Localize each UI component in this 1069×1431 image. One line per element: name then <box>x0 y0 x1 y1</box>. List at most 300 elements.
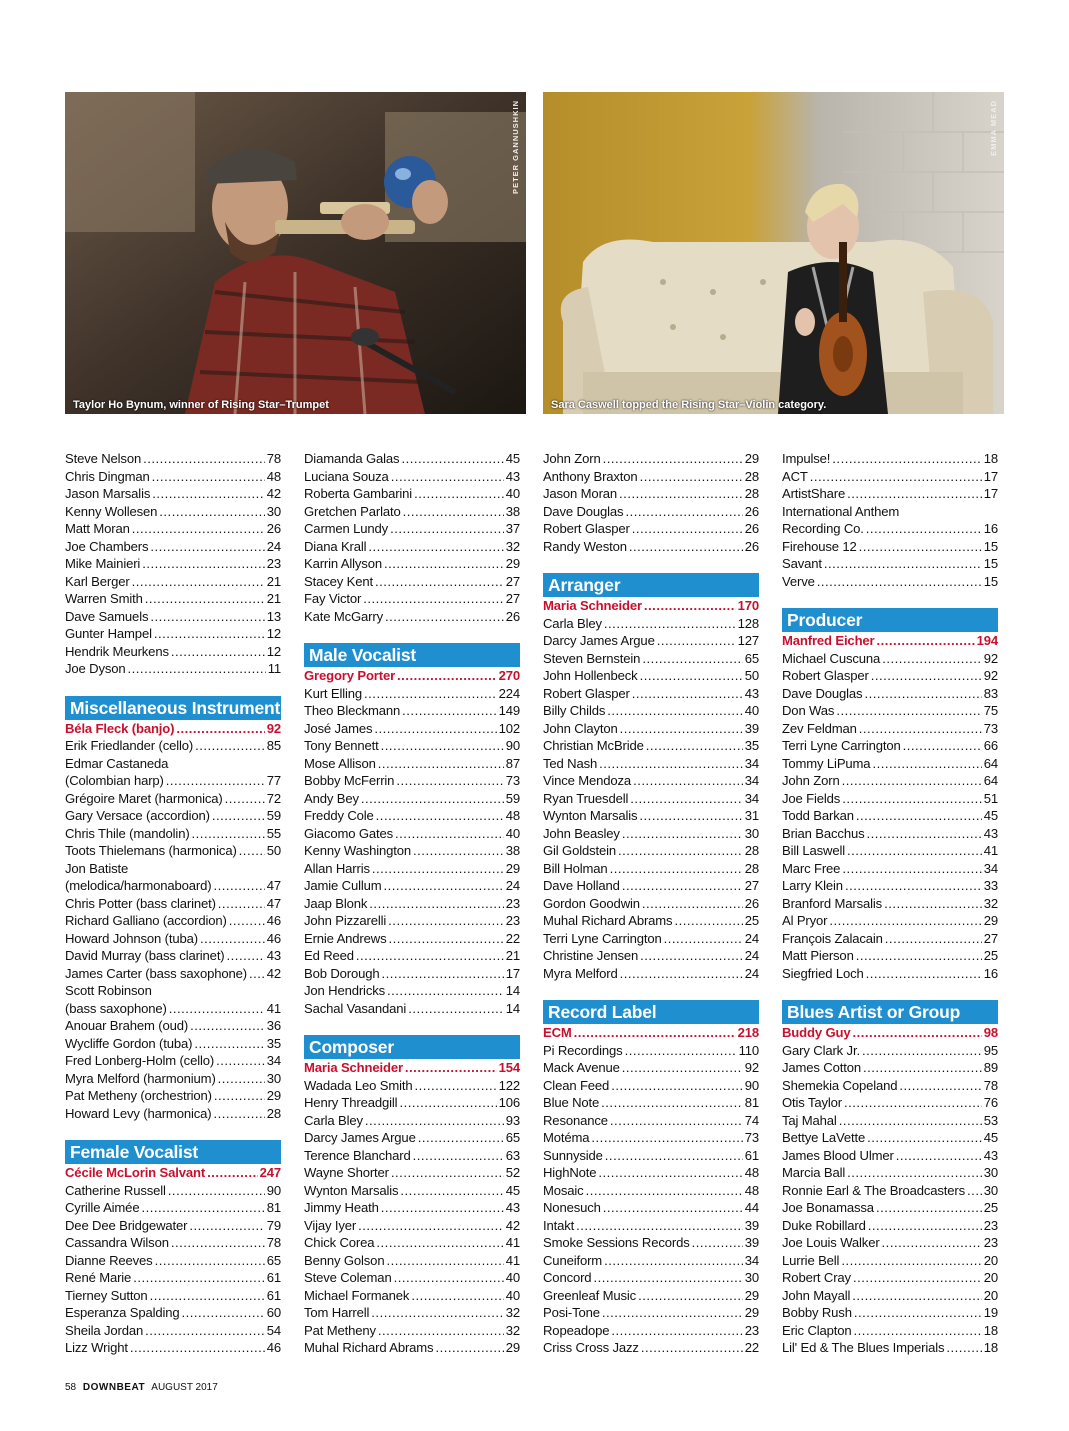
entry-votes: 23 <box>983 1235 998 1250</box>
entry-name: Michael Formanek <box>304 1287 410 1303</box>
entry-name: Otis Taylor <box>782 1095 842 1110</box>
entry-name: Siegfried Loch <box>782 965 864 981</box>
poll-entry <box>782 842 998 860</box>
entry-name: Pat Metheny (orchestrion) <box>65 1088 212 1103</box>
dot-leader <box>192 825 265 843</box>
entry-name: Carla Bley <box>543 615 602 631</box>
poll-entry <box>543 1269 759 1287</box>
section-gap <box>65 1122 281 1140</box>
entry-name: James Cotton <box>782 1060 861 1075</box>
dot-leader <box>388 930 503 948</box>
poll-entry <box>304 590 520 608</box>
poll-entry <box>65 912 281 930</box>
entry-name: Chris Thile (mandolin) <box>65 825 190 841</box>
poll-entry <box>304 485 520 503</box>
entry-votes: 54 <box>266 1322 281 1338</box>
entry-name: Stacey Kent <box>304 573 373 589</box>
entry-name: Robert Cray <box>782 1270 851 1285</box>
entry-votes: 34 <box>983 860 998 876</box>
entry-votes: 90 <box>266 1182 281 1198</box>
dot-leader <box>365 1112 504 1130</box>
dot-leader <box>876 1199 982 1217</box>
photo-caption-left: Taylor Ho Bynum, winner of Rising Star–Trumpet <box>73 399 329 411</box>
poll-entry <box>782 468 998 486</box>
entry-votes: 45 <box>983 808 998 823</box>
entry-votes: 72 <box>266 790 281 806</box>
entry-name: Marc Free <box>782 860 841 876</box>
poll-entry <box>543 825 759 843</box>
entry-name: Dave Samuels <box>65 608 149 624</box>
dot-leader <box>132 520 265 538</box>
entry-votes: 22 <box>505 930 520 946</box>
dot-leader <box>586 1182 743 1200</box>
poll-entry <box>65 1252 281 1270</box>
dot-leader <box>390 520 504 538</box>
poll-entry <box>304 947 520 965</box>
entry-name: Posi-Tone <box>543 1305 600 1320</box>
entry-name: Edmar Castaneda <box>65 755 169 771</box>
entry-votes: 20 <box>983 1270 998 1285</box>
poll-entry <box>782 503 998 521</box>
entry-votes: 45 <box>505 1182 520 1198</box>
dot-leader <box>166 772 265 790</box>
entry-votes: 73 <box>505 773 520 788</box>
poll-entry <box>65 1017 281 1035</box>
dot-leader <box>872 755 981 773</box>
entry-name: HighNote <box>543 1165 597 1180</box>
entry-votes: 31 <box>744 808 759 823</box>
entry-name: ArtistShare <box>782 486 846 501</box>
poll-entry <box>782 685 998 703</box>
dot-leader <box>369 895 503 913</box>
entry-votes: 41 <box>983 843 998 858</box>
dot-leader <box>605 1147 743 1165</box>
poll-entry <box>543 468 759 486</box>
entry-votes: 127 <box>737 633 759 648</box>
entry-name: Verve <box>782 573 815 589</box>
entry-name: Cassandra Wilson <box>65 1235 169 1250</box>
dot-leader <box>832 450 981 468</box>
dot-leader <box>152 468 265 486</box>
entry-name: Blue Note <box>543 1095 600 1110</box>
dot-leader <box>847 485 982 503</box>
entry-votes: 43 <box>983 1147 998 1163</box>
dot-leader <box>599 755 743 773</box>
entry-name: Darcy James Argue <box>543 633 655 648</box>
poll-entry <box>304 1094 520 1112</box>
poll-entry <box>65 590 281 608</box>
entry-name: Kurt Elling <box>304 685 363 701</box>
poll-entry <box>304 1112 520 1130</box>
entry-name: José James <box>304 720 373 736</box>
category-section <box>65 696 281 1123</box>
entry-votes: 95 <box>983 1042 998 1058</box>
dot-leader <box>400 1182 503 1200</box>
poll-entry <box>304 608 520 626</box>
entry-votes: 40 <box>505 1270 520 1285</box>
poll-entry <box>304 520 520 538</box>
entry-name: Chris Dingman <box>65 468 150 484</box>
dot-leader <box>618 842 743 860</box>
poll-entry <box>782 667 998 685</box>
dot-leader <box>363 590 504 608</box>
dot-leader <box>214 1087 265 1105</box>
entry-votes: 29 <box>505 860 520 876</box>
dot-leader <box>853 1024 982 1042</box>
entry-name: François Zalacain <box>782 930 883 946</box>
entry-name: Zev Feldman <box>782 720 857 736</box>
entry-votes: 23 <box>744 1322 759 1338</box>
poll-entry <box>304 1217 520 1235</box>
poll-entry <box>543 1322 759 1340</box>
entry-votes: 29 <box>505 1340 520 1355</box>
entry-name: Joe Chambers <box>65 538 149 554</box>
poll-entry <box>304 1147 520 1165</box>
dot-leader <box>852 1287 982 1305</box>
entry-name: Allan Harris <box>304 860 370 876</box>
entry-votes: 17 <box>505 965 520 981</box>
photo-caption-right: Sara Caswell topped the Rising Star–Violin category. <box>551 399 827 411</box>
entry-votes: 38 <box>505 503 520 519</box>
entry-name: Dianne Reeves <box>65 1252 153 1268</box>
entry-name: Taj Mahal <box>782 1112 837 1128</box>
entry-name: Wynton Marsalis <box>304 1182 399 1198</box>
dot-leader <box>619 485 743 503</box>
entry-votes: 149 <box>498 703 520 718</box>
entry-name: Gunter Hampel <box>65 626 152 641</box>
entry-votes: 23 <box>505 913 520 928</box>
poll-entry <box>304 1199 520 1217</box>
dot-leader <box>611 1077 743 1095</box>
poll-entry <box>304 685 520 703</box>
poll-entry <box>543 485 759 503</box>
entry-votes: 34 <box>744 790 759 806</box>
poll-entry <box>543 860 759 878</box>
entry-votes: 48 <box>744 1182 759 1198</box>
entry-name: Wayne Shorter <box>304 1165 389 1180</box>
entry-votes: 42 <box>266 486 281 501</box>
poll-entry <box>65 503 281 521</box>
entry-name: Smoke Sessions Records <box>543 1235 690 1250</box>
poll-entry <box>782 755 998 773</box>
entry-name: Vince Mendoza <box>543 773 632 788</box>
entry-votes: 110 <box>738 1042 759 1058</box>
entry-votes: 45 <box>983 1130 998 1145</box>
poll-entry <box>304 737 520 755</box>
poll-entry <box>543 1199 759 1217</box>
poll-entry <box>782 702 998 720</box>
entry-votes: 32 <box>505 1322 520 1338</box>
poll-entry <box>65 1322 281 1340</box>
entry-votes: 73 <box>983 720 998 736</box>
category-heading: Producer <box>782 608 998 632</box>
entry-name: Jimmy Heath <box>304 1200 379 1215</box>
entry-votes: 23 <box>266 556 281 571</box>
entry-name: Scott Robinson <box>65 983 152 998</box>
entry-votes: 46 <box>266 913 281 928</box>
dot-leader <box>598 1164 742 1182</box>
dot-leader <box>391 468 504 486</box>
entry-votes: 13 <box>266 608 281 624</box>
winner-entry <box>304 1059 520 1077</box>
poll-entry <box>65 825 281 843</box>
entry-name: Tom Harrell <box>304 1305 370 1320</box>
entry-votes: 92 <box>266 720 281 736</box>
dot-leader <box>864 685 981 703</box>
poll-entry <box>782 1252 998 1270</box>
entry-votes: 47 <box>266 895 281 911</box>
poll-entry <box>782 1287 998 1305</box>
dot-leader <box>435 1339 503 1357</box>
entry-votes: 12 <box>266 626 281 641</box>
dot-leader <box>218 895 265 913</box>
entry-votes: 42 <box>266 965 281 981</box>
entry-name: John Hollenbeck <box>543 668 638 683</box>
dot-leader <box>218 1070 265 1088</box>
entry-votes: 32 <box>983 895 998 911</box>
poll-entry <box>65 737 281 755</box>
poll-entry <box>782 1304 998 1322</box>
dot-leader <box>632 520 743 538</box>
poll-entry <box>65 450 281 468</box>
entry-name: Diana Krall <box>304 538 367 554</box>
dot-leader <box>899 1077 981 1095</box>
entry-name: Randy Weston <box>543 538 627 554</box>
entry-votes: 43 <box>744 685 759 701</box>
dot-leader <box>414 485 504 503</box>
dot-leader <box>397 667 497 685</box>
dot-leader <box>169 1000 265 1018</box>
entry-votes: 90 <box>505 738 520 753</box>
poll-entry <box>65 965 281 983</box>
poll-entry <box>65 1304 281 1322</box>
entry-name: Bill Holman <box>543 860 608 876</box>
entry-votes: 52 <box>505 1165 520 1180</box>
entry-name: Concord <box>543 1270 592 1285</box>
dot-leader <box>402 702 496 720</box>
poll-entry <box>304 1322 520 1340</box>
dot-leader <box>868 1217 982 1235</box>
poll-entry <box>782 720 998 738</box>
entry-name: Mike Mainieri <box>65 556 141 571</box>
entry-name: Jason Marsalis <box>65 486 151 501</box>
entry-votes: 14 <box>505 983 520 998</box>
dot-leader <box>847 1164 982 1182</box>
entry-name: Terri Lyne Carrington <box>782 738 901 753</box>
category-heading: Miscellaneous Instrument <box>65 696 281 720</box>
entry-votes: 50 <box>744 668 759 683</box>
dot-leader <box>593 1269 742 1287</box>
dot-leader <box>610 860 743 878</box>
entry-name: Béla Fleck (banjo) <box>65 720 175 736</box>
entry-name: Sachal Vasandani <box>304 1000 407 1016</box>
entry-name: Theo Bleckmann <box>304 703 401 718</box>
entry-name: Chick Corea <box>304 1235 375 1250</box>
dot-leader <box>375 573 504 591</box>
entry-name: Gary Versace (accordion) <box>65 808 210 823</box>
entry-name: Anthony Braxton <box>543 468 638 484</box>
category-section <box>782 1000 998 1357</box>
entry-name: (melodica/harmonaboard) <box>65 878 212 893</box>
entry-votes: 48 <box>266 468 281 484</box>
section-gap <box>543 555 759 573</box>
dot-leader <box>856 807 982 825</box>
dot-leader <box>829 912 981 930</box>
entry-name: Roberta Gambarini <box>304 486 413 501</box>
entry-votes: 11 <box>267 661 281 676</box>
entry-votes: 24 <box>744 948 759 963</box>
poll-entry <box>65 1269 281 1287</box>
entry-name: Mose Allison <box>304 755 376 771</box>
poll-entry <box>543 667 759 685</box>
entry-name: Ted Nash <box>543 755 598 771</box>
entry-name: Resonance <box>543 1112 608 1128</box>
poll-entry <box>65 947 281 965</box>
entry-votes: 61 <box>266 1270 281 1285</box>
dot-leader <box>142 555 265 573</box>
issue-date: AUGUST 2017 <box>151 1382 218 1393</box>
poll-entry <box>543 1217 759 1235</box>
entry-votes: 23 <box>983 1217 998 1233</box>
poll-entry <box>65 538 281 556</box>
entry-votes: 29 <box>744 451 759 466</box>
dot-leader <box>213 877 264 895</box>
entry-name: Giacomo Gates <box>304 825 394 841</box>
dot-leader <box>622 825 743 843</box>
entry-name: Karl Berger <box>65 573 130 589</box>
entry-name: Mack Avenue <box>543 1060 620 1075</box>
entry-votes: 30 <box>983 1165 998 1180</box>
dot-leader <box>154 625 265 643</box>
entry-name: Henry Threadgill <box>304 1095 398 1110</box>
dot-leader <box>143 450 265 468</box>
entry-votes: 38 <box>505 843 520 858</box>
dot-leader <box>856 947 982 965</box>
page-footer <box>65 1382 218 1393</box>
poll-entry <box>782 573 998 591</box>
entry-name: Branford Marsalis <box>782 895 883 911</box>
dot-leader <box>408 1000 504 1018</box>
poll-entry <box>304 772 520 790</box>
poll-entry <box>543 1059 759 1077</box>
dot-leader <box>213 1105 264 1123</box>
entry-name: Fay Victor <box>304 591 362 606</box>
entry-votes: 51 <box>983 790 998 806</box>
entry-name: Tierney Sutton <box>65 1287 148 1303</box>
dot-leader <box>150 538 264 556</box>
poll-entry <box>782 807 998 825</box>
entry-name: (Colombian harp) <box>65 773 164 788</box>
entry-votes: 85 <box>266 738 281 753</box>
entry-name: Ryan Truesdell <box>543 790 629 806</box>
entry-votes: 26 <box>744 538 759 554</box>
entry-votes: 39 <box>744 1217 759 1233</box>
poll-entry <box>543 1304 759 1322</box>
page-number: 58 <box>65 1382 77 1393</box>
poll-entry <box>782 1164 998 1182</box>
poll-entry <box>543 1339 759 1357</box>
poll-entry <box>543 1182 759 1200</box>
dot-leader <box>817 573 982 591</box>
entry-votes: 40 <box>505 1287 520 1303</box>
category-section <box>782 450 998 590</box>
dot-leader <box>646 737 743 755</box>
photo-right <box>543 92 1004 414</box>
entry-votes: 30 <box>266 503 281 519</box>
dot-leader <box>358 1217 504 1235</box>
entry-name: Criss Cross Jazz <box>543 1340 639 1355</box>
dot-leader <box>388 912 504 930</box>
dot-leader <box>611 1322 742 1340</box>
photo-credit-left: PETER GANNUSHKIN <box>511 100 520 194</box>
dot-leader <box>145 590 265 608</box>
entry-name: Joe Bonamassa <box>782 1200 874 1215</box>
entry-votes: 77 <box>266 773 281 788</box>
entry-votes: 18 <box>983 1340 998 1355</box>
entry-name: Christine Jensen <box>543 948 639 963</box>
poll-entry <box>782 538 998 556</box>
entry-votes: 60 <box>266 1305 281 1320</box>
results-column <box>543 450 759 1357</box>
entry-votes: 46 <box>266 930 281 946</box>
dot-leader <box>601 1094 743 1112</box>
entry-name: Todd Barkan <box>782 808 854 823</box>
dot-leader <box>859 538 982 556</box>
entry-name: Bobby McFerrin <box>304 773 395 788</box>
entry-name: Dave Douglas <box>782 685 863 701</box>
dot-leader <box>839 1112 982 1130</box>
poll-entry <box>782 1199 998 1217</box>
category-heading: Female Vocalist <box>65 1140 281 1164</box>
poll-entry <box>543 538 759 556</box>
entry-votes: 40 <box>505 486 520 501</box>
entry-votes: 92 <box>744 1060 759 1075</box>
entry-name: Ernie Andrews <box>304 930 387 946</box>
entry-votes: 41 <box>505 1252 520 1268</box>
poll-entry <box>543 720 759 738</box>
entry-name: Mosaic <box>543 1182 584 1198</box>
entry-votes: 29 <box>266 1088 281 1103</box>
entry-votes: 15 <box>983 556 998 571</box>
entry-name: Ropeadope <box>543 1322 610 1338</box>
poll-entry <box>304 825 520 843</box>
entry-votes: 27 <box>744 878 759 893</box>
poll-entry <box>304 1269 520 1287</box>
poll-entry <box>543 450 759 468</box>
poll-entry <box>782 1147 998 1165</box>
dot-leader <box>692 1234 743 1252</box>
entry-votes: 65 <box>744 650 759 666</box>
dot-leader <box>171 643 265 661</box>
entry-name: Gary Clark Jr. <box>782 1042 860 1058</box>
poll-entry <box>782 520 998 538</box>
entry-votes: 24 <box>266 538 281 554</box>
poll-entry <box>65 660 281 678</box>
entry-votes: 194 <box>976 633 998 648</box>
dot-leader <box>152 485 265 503</box>
dot-leader <box>182 1304 265 1322</box>
dot-leader <box>862 1042 982 1060</box>
winner-entry <box>304 667 520 685</box>
entry-votes: 34 <box>744 1252 759 1268</box>
poll-entry <box>543 912 759 930</box>
dot-leader <box>854 1304 982 1322</box>
poll-entry <box>543 965 759 983</box>
entry-votes: 43 <box>505 468 520 484</box>
dot-leader <box>642 650 742 668</box>
poll-entry <box>782 650 998 668</box>
dot-leader <box>155 1252 265 1270</box>
